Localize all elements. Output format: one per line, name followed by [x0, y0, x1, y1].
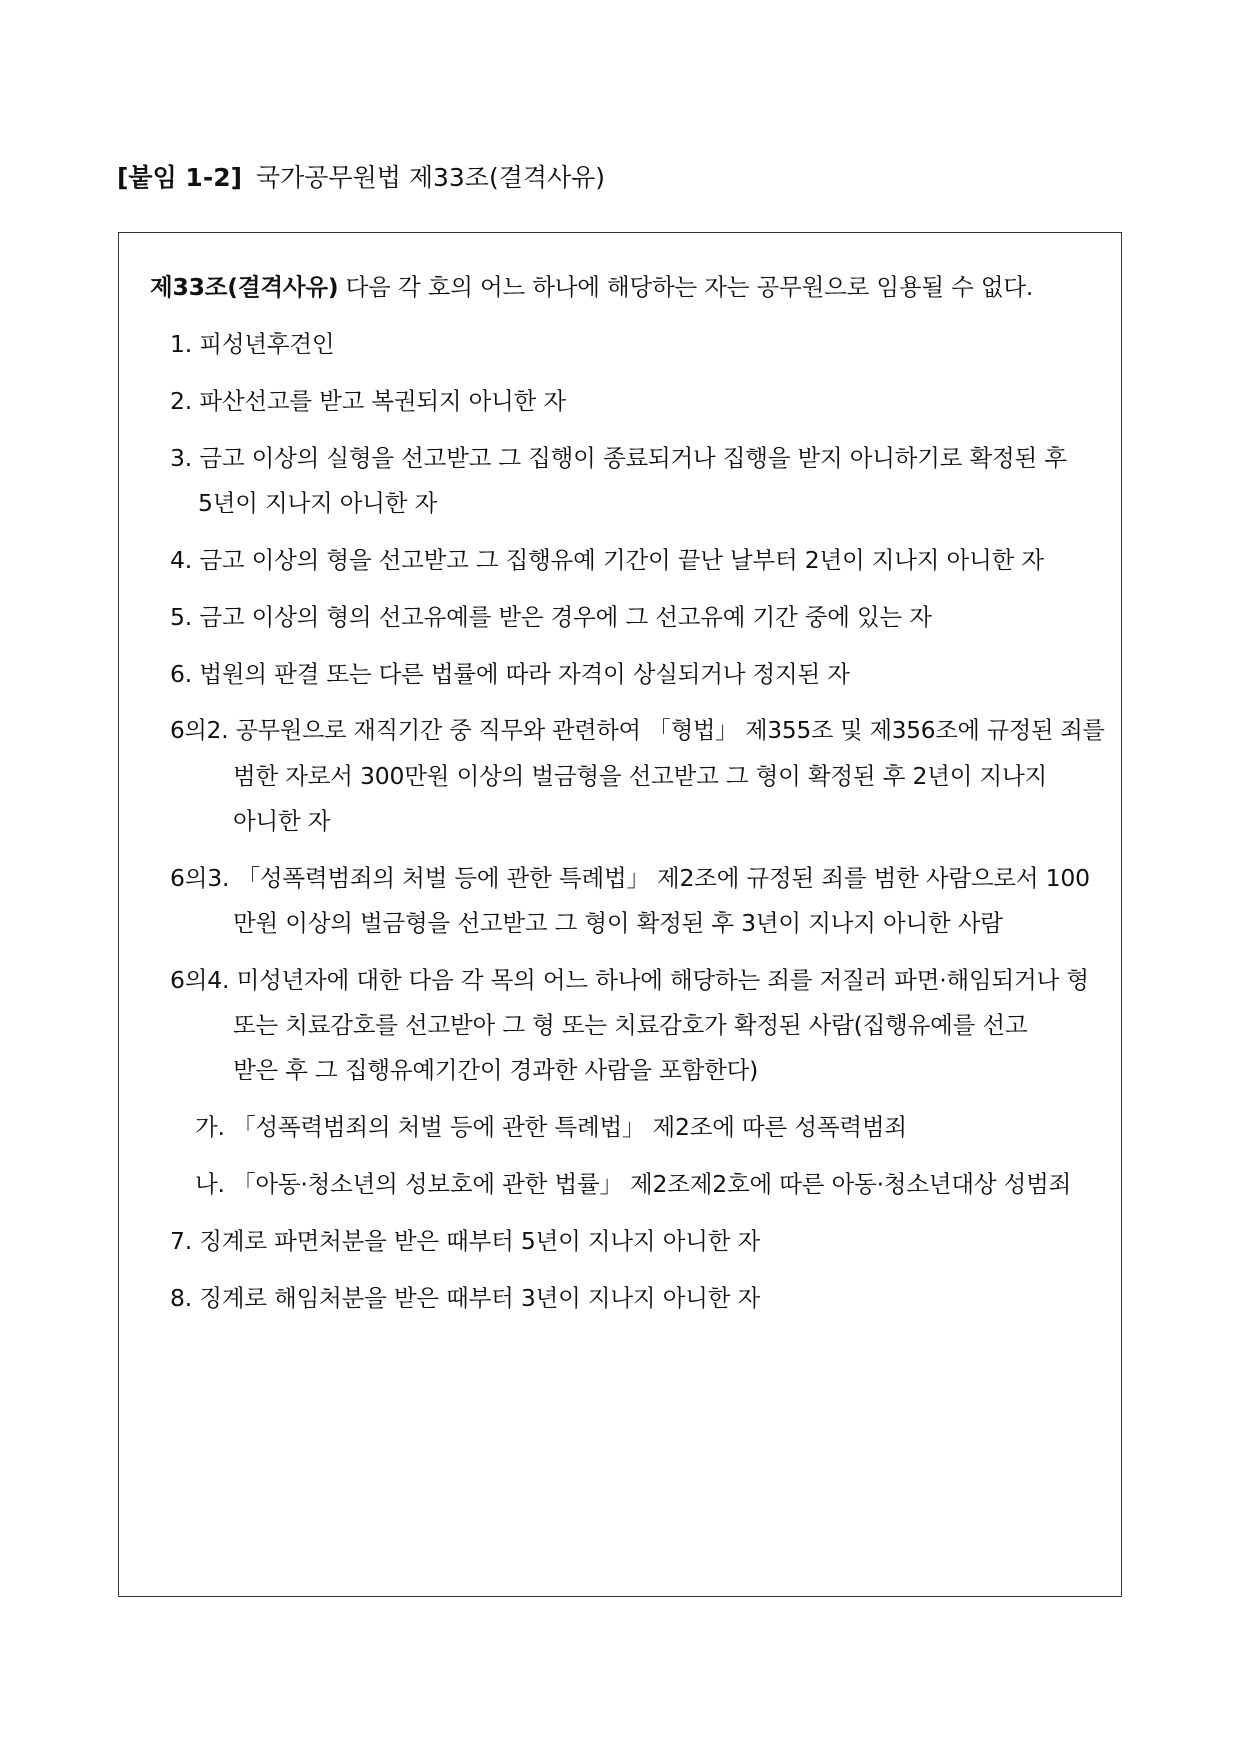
attachment-label: [붙임 1-2] [117, 163, 243, 192]
list-item [170, 386, 566, 416]
item-text: 공무원으로 재직기간 중 직무와 관련하여 「형법」 제355조 및 제356조에 규정된 죄를 [235, 718, 1105, 744]
sub-item-text: 「아동·청소년의 성보호에 관한 법률」 제2조제2호에 따른 아동·청소년대상 성범죄 [232, 1170, 1072, 1198]
item-text: 법원의 판결 또는 다른 법률에 따라 자격이 상실되거나 정지된 자 [199, 660, 850, 688]
list-item [170, 602, 932, 632]
item-number: 3. [170, 444, 193, 472]
item-number: 7. [170, 1227, 193, 1255]
list-item [170, 716, 1105, 746]
article-intro: 다음 각 호의 어느 하나에 해당하는 자는 공무원으로 임용될 수 없다. [345, 273, 1034, 301]
list-item [170, 1283, 760, 1313]
article-heading: 제33조(결격사유) [150, 273, 339, 301]
attachment-title-text: 국가공무원법 제33조(결격사유) [255, 163, 606, 192]
item-number: 5. [170, 603, 193, 631]
item-text: 금고 이상의 실형을 선고받고 그 집행이 종료되거나 집행을 받지 아니하기로 확정된 후 [199, 444, 1067, 472]
item-continuation: 5년이 지나지 아니한 자 [198, 489, 438, 517]
item-text: 피성년후견인 [199, 330, 335, 358]
sub-item [195, 1112, 907, 1142]
item-text: 파산선고를 받고 복권되지 아니한 자 [199, 387, 566, 415]
sub-item-marker: 나. [195, 1170, 225, 1198]
item-number: 4. [170, 546, 193, 574]
list-item [170, 863, 1090, 893]
item-text: 미성년자에 대한 다음 각 목의 어느 하나에 해당하는 죄를 저질러 파면·해임되거나 형 [236, 966, 1089, 994]
sub-item [195, 1169, 1071, 1199]
item-text: 금고 이상의 형의 선고유예를 받은 경우에 그 선고유예 기간 중에 있는 자 [199, 603, 932, 631]
article-heading-line [150, 272, 1033, 302]
item-text: 「성폭력범죄의 처벌 등에 관한 특례법」 제2조에 규정된 죄를 범한 사람으로서 100 [236, 864, 1090, 892]
item-number: 6. [170, 660, 193, 688]
item-number: 2. [170, 387, 193, 415]
item-continuation: 만원 이상의 벌금형을 선고받고 그 형이 확정된 후 3년이 지나지 아니한 사람 [233, 909, 1003, 937]
list-item [170, 545, 1044, 575]
item-continuation: 받은 후 그 집행유예기간이 경과한 사람을 포함한다) [233, 1056, 759, 1084]
item-continuation: 범한 자로서 300만원 이상의 벌금형을 선고받고 그 형이 확정된 후 2년이 지나지 [233, 762, 1048, 790]
item-number: 6의4. [170, 966, 230, 994]
item-continuation: 또는 치료감호를 선고받아 그 형 또는 치료감호가 확정된 사람(집행유예를 선고 [233, 1011, 1028, 1039]
item-number: 1. [170, 330, 193, 358]
item-number: 6의2. [170, 718, 229, 744]
list-item [170, 1226, 760, 1256]
list-item [170, 329, 334, 359]
list-item [170, 965, 1089, 995]
list-item [170, 659, 850, 689]
item-continuation: 아니한 자 [233, 807, 331, 835]
sub-item-text: 「성폭력범죄의 처벌 등에 관한 특례법」 제2조에 따른 성폭력범죄 [232, 1113, 907, 1141]
item-text: 금고 이상의 형을 선고받고 그 집행유예 기간이 끝난 날부터 2년이 지나지 아니한 자 [199, 546, 1044, 574]
item-text: 징계로 해임처분을 받은 때부터 3년이 지나지 아니한 자 [199, 1284, 760, 1312]
sub-item-marker: 가. [195, 1113, 225, 1141]
attachment-title [117, 158, 605, 194]
item-number: 6의3. [170, 864, 230, 892]
item-number: 8. [170, 1284, 193, 1312]
list-item [170, 443, 1067, 473]
item-text: 징계로 파면처분을 받은 때부터 5년이 지나지 아니한 자 [199, 1227, 760, 1255]
